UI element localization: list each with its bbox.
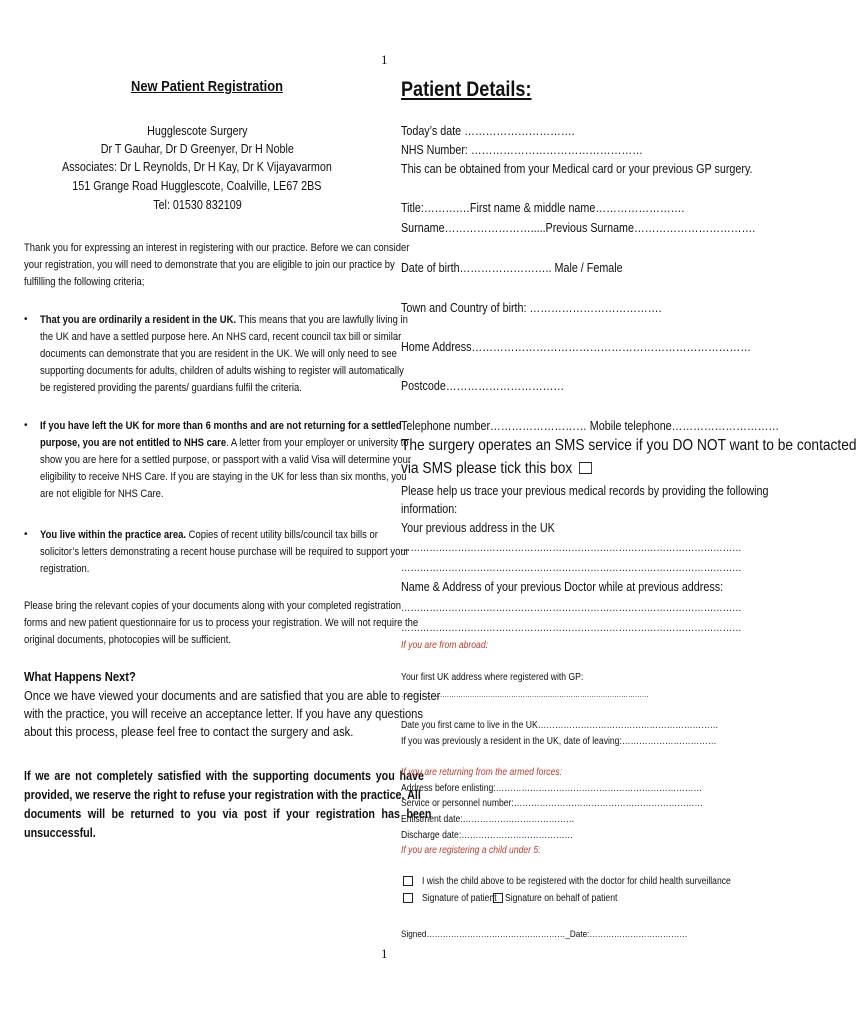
previous-address-label: Your previous address in the UK — [401, 521, 555, 535]
surgery-tel: Tel: 01530 832109 — [152, 198, 242, 212]
home-address-field[interactable]: Home Address…………………………………………………………………… — [401, 340, 752, 354]
surgery-associates: Associates: Dr L Reynolds, Dr H Kay, Dr K Vijayavarmon — [62, 160, 332, 174]
date-came-to-uk-field[interactable]: Date you first came to live in the UK……………………………………………………… — [401, 720, 719, 731]
next-line: Once we have viewed your documents and are satisfied that you are able to register — [24, 688, 441, 703]
title-name-field[interactable]: Title:……….…First name & middle name……………………. — [401, 201, 685, 215]
signed-date-field[interactable]: Signed……………………………………………_Date:……………………………… — [401, 929, 688, 940]
child-surveillance-checkbox[interactable] — [403, 876, 413, 886]
armed-forces-heading: If you are returning from the armed forces: — [401, 767, 563, 778]
warning-line: unsuccessful. — [24, 826, 96, 840]
next-line: about this process, please feel free to contact the surgery and ask. — [24, 724, 354, 739]
sms-optout-checkbox[interactable] — [579, 462, 592, 474]
trace-records-line-2: information: — [401, 502, 458, 516]
service-number-field[interactable]: Service or personnel number:………………………………………………………… — [401, 798, 704, 809]
warning-line: provided, we reserve the right to refuse your registration with the practice. All — [24, 788, 421, 802]
intro-line: your registration, you will need to demonstrate that you are eligible to join our practice by — [24, 259, 395, 271]
surgery-doctors: Dr T Gauhar, Dr D Greenyer, Dr H Noble — [100, 142, 294, 156]
bullet-line: If you have left the UK for more than 6 months and are not returning for a settled — [40, 420, 402, 432]
date-of-birth-field[interactable]: Date of birth…………………….. Male / Female — [401, 261, 623, 275]
bullet-line: show you are here for a settled purpose, or passport with a valid Visa will determine your — [40, 454, 412, 466]
signature-patient-label: Signature of patient — [422, 893, 497, 904]
signature-patient-checkbox[interactable] — [403, 893, 413, 903]
bullet-icon: • — [24, 420, 28, 431]
child-under-5-heading: If you are registering a child under 5: — [401, 845, 541, 856]
sms-optout — [401, 460, 592, 478]
telephone-field[interactable]: Telephone number……………………… Mobile telephone………………………… — [401, 419, 780, 433]
bullet-line: be registered providing the parents/ guardians fulfil the criteria. — [40, 382, 302, 394]
intro-line: Thank you for expressing an interest in registering with our practice. Before we can consider — [24, 242, 410, 254]
page-number-bottom: 1 — [381, 946, 388, 961]
bullet-line: solicitor’s letters demonstrating a recent house purchase will be required to support your — [40, 546, 409, 558]
bring-line: forms and new patient questionnaire for us to process your registration. We will not require the — [24, 617, 419, 629]
warning-line: If we are not completely satisfied with the supporting documents you have — [24, 769, 425, 783]
registration-title: New Patient Registration — [131, 78, 283, 95]
discharge-date-field[interactable]: Discharge date:………………………………… — [401, 830, 574, 841]
page-number-top: 1 — [381, 52, 388, 67]
nhs-number-field[interactable]: NHS Number: ………………………………………… — [401, 143, 643, 157]
bullet-line: registration. — [40, 563, 90, 575]
previous-doctor-field-2[interactable]: ……………………………………………………………………………………………… — [401, 622, 742, 634]
bullet-line: You live within the practice area. Copies of recent utility bills/council tax bills or — [40, 529, 378, 541]
bullet-line: eligibility to receive NHS Care. If you are staying in the UK for less than six months, you — [40, 471, 407, 483]
bullet-icon: • — [24, 314, 28, 325]
what-happens-next-heading: What Happens Next? — [24, 669, 136, 684]
sms-notice-line: The surgery operates an SMS service if you DO NOT want to be contacted — [401, 437, 857, 454]
address-before-enlisting-field[interactable]: Address before enlisting:……………………………………………………………… — [401, 783, 703, 794]
first-uk-address-label: Your first UK address where registered with GP: — [401, 672, 584, 683]
previous-doctor-label: Name & Address of your previous Doctor while at previous address: — [401, 580, 724, 594]
bullet-line: are not eligible for NHS Care. — [40, 488, 164, 500]
warning-line: documents will be returned to you via post if your registration has been — [24, 807, 432, 821]
next-line: with the practice, you will receive an acceptance letter. If you have any questions — [24, 706, 423, 721]
previous-address-field-2[interactable]: ……………………………………………………………………………………………… — [401, 562, 742, 574]
abroad-heading: If you are from abroad: — [401, 640, 489, 651]
bullet-line: documents can demonstrate that you are resident in the UK. We will only need to see — [40, 348, 397, 360]
sms-optout-label: via SMS please tick this box — [401, 460, 573, 477]
previous-doctor-field[interactable]: ……………………………………………………………………………………………… — [401, 602, 742, 614]
todays-date-field[interactable]: Today’s date …………………………. — [401, 124, 575, 138]
bullet-line: the UK and have a settled purpose here. An NHS card, recent council tax bill or similar — [40, 331, 402, 343]
bullet-line: That you are ordinarily a resident in the UK. This means that you are lawfully living in — [40, 314, 408, 326]
surname-field[interactable]: Surname…………………….....Previous Surname……………………………. — [401, 221, 756, 235]
bring-line: Please bring the relevant copies of your documents along with your completed registration — [24, 600, 402, 612]
nhs-number-hint: This can be obtained from your Medical card or your previous GP surgery. — [401, 162, 753, 176]
surgery-address: 151 Grange Road Hugglescote, Coalville, LE67 2BS — [72, 179, 322, 193]
signature-behalf-checkbox[interactable] — [493, 893, 503, 903]
trace-records-line: Please help us trace your previous medical records by providing the following — [401, 484, 769, 498]
surgery-name: Hugglescote Surgery — [146, 124, 248, 138]
town-country-birth-field[interactable]: Town and Country of birth: ………………………………. — [401, 301, 662, 315]
first-uk-address-field[interactable]: ……………………………………………………………………………………………… — [401, 690, 649, 699]
child-surveillance-label: I wish the child above to be registered with the doctor for child health surveillance — [422, 876, 731, 887]
bullet-line: purpose, you are not entitled to NHS care. A letter from your employer or university to — [40, 437, 409, 449]
postcode-field[interactable]: Postcode…………………………… — [401, 379, 565, 393]
date-of-leaving-field[interactable]: If you was previously a resident in the UK, date of leaving:…………………………… — [401, 736, 717, 747]
enlistment-date-field[interactable]: Enlistment date:………………………………… — [401, 814, 575, 825]
previous-address-field[interactable]: ……………………………………………………………………………………………… — [401, 542, 742, 554]
signature-behalf-label: Signature on behalf of patient — [505, 893, 618, 904]
patient-details-title: Patient Details: — [401, 78, 532, 101]
intro-line: fulfilling the following criteria; — [24, 276, 145, 288]
bullet-line: supporting documents for adults, children of adults wishing to register will automatically — [40, 365, 404, 377]
bullet-icon: • — [24, 529, 28, 540]
bring-line: original documents, photocopies will be sufficient. — [24, 634, 232, 646]
